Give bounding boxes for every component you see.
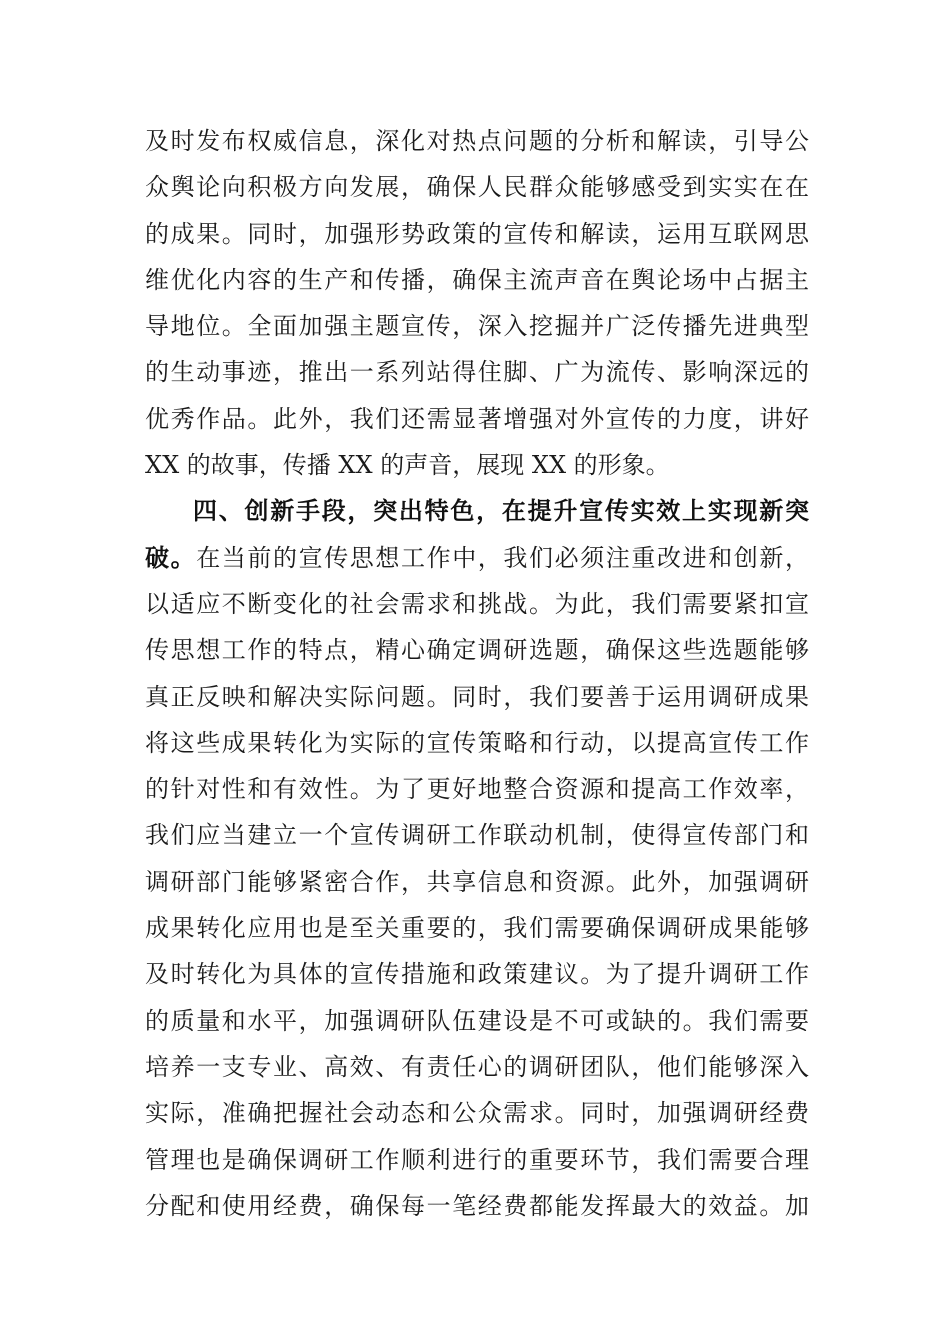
paragraph-line: 实际，准确把握社会动态和公众需求。同时，加强调研经费 [145,1099,809,1128]
document-body [145,118,809,1229]
paragraph-line: 及时转化为具体的宣传措施和政策建议。为了提升调研工作 [145,960,809,989]
paragraph-line: 优秀作品。此外，我们还需显著增强对外宣传的力度，讲好 [145,404,809,433]
paragraph-line: 的针对性和有效性。为了更好地整合资源和提高工作效率， [145,775,809,804]
paragraph-line: 分配和使用经费，确保每一笔经费都能发挥最大的效益。加 [145,1191,809,1220]
paragraph-line [145,535,809,581]
paragraph-line: 众舆论向积极方向发展，确保人民群众能够感受到实实在在 [145,173,809,202]
paragraph-line: 导地位。全面加强主题宣传，深入挖掘并广泛传播先进典型 [145,312,809,341]
paragraph-line: 我们应当建立一个宣传调研工作联动机制，使得宣传部门和 [145,821,809,850]
paragraph-line: 维优化内容的生产和传播，确保主流声音在舆论场中占据主 [145,265,809,294]
paragraph-line: 以适应不断变化的社会需求和挑战。为此，我们需要紧扣宣 [145,589,809,618]
paragraph-line: 成果转化应用也是至关重要的，我们需要确保调研成果能够 [145,914,809,943]
section-heading-line: 四、创新手段，突出特色，在提升宣传实效上实现新突 [193,497,809,526]
paragraph-line: 培养一支专业、高效、有责任心的调研团队，他们能够深入 [145,1052,809,1081]
paragraph-text: 在当前的宣传思想工作中，我们必须注重改进和创新， [196,543,810,572]
paragraph-line: 的质量和水平，加强调研队伍建设是不可或缺的。我们需要 [145,1006,809,1035]
paragraph-line: 将这些成果转化为实际的宣传策略和行动，以提高宣传工作 [145,728,809,757]
paragraph-line: 真正反映和解决实际问题。同时，我们要善于运用调研成果 [145,682,809,711]
paragraph-line: XX 的故事，传播 XX 的声音，展现 XX 的形象。 [145,451,670,480]
paragraph-2 [145,488,809,1229]
section-heading-end: 破。 [145,543,197,572]
paragraph-line: 管理也是确保调研工作顺利进行的重要环节，我们需要合理 [145,1145,809,1174]
paragraph-line: 的成果。同时，加强形势政策的宣传和解读，运用互联网思 [145,219,809,248]
paragraph-line: 传思想工作的特点，精心确定调研选题，确保这些选题能够 [145,636,809,665]
paragraph-line: 的生动事迹，推出一系列站得住脚、广为流传、影响深远的 [145,358,809,387]
paragraph-line: 及时发布权威信息，深化对热点问题的分析和解读，引导公 [145,127,809,155]
paragraph-1 [145,118,809,488]
paragraph-line: 调研部门能够紧密合作，共享信息和资源。此外，加强调研 [145,867,809,896]
